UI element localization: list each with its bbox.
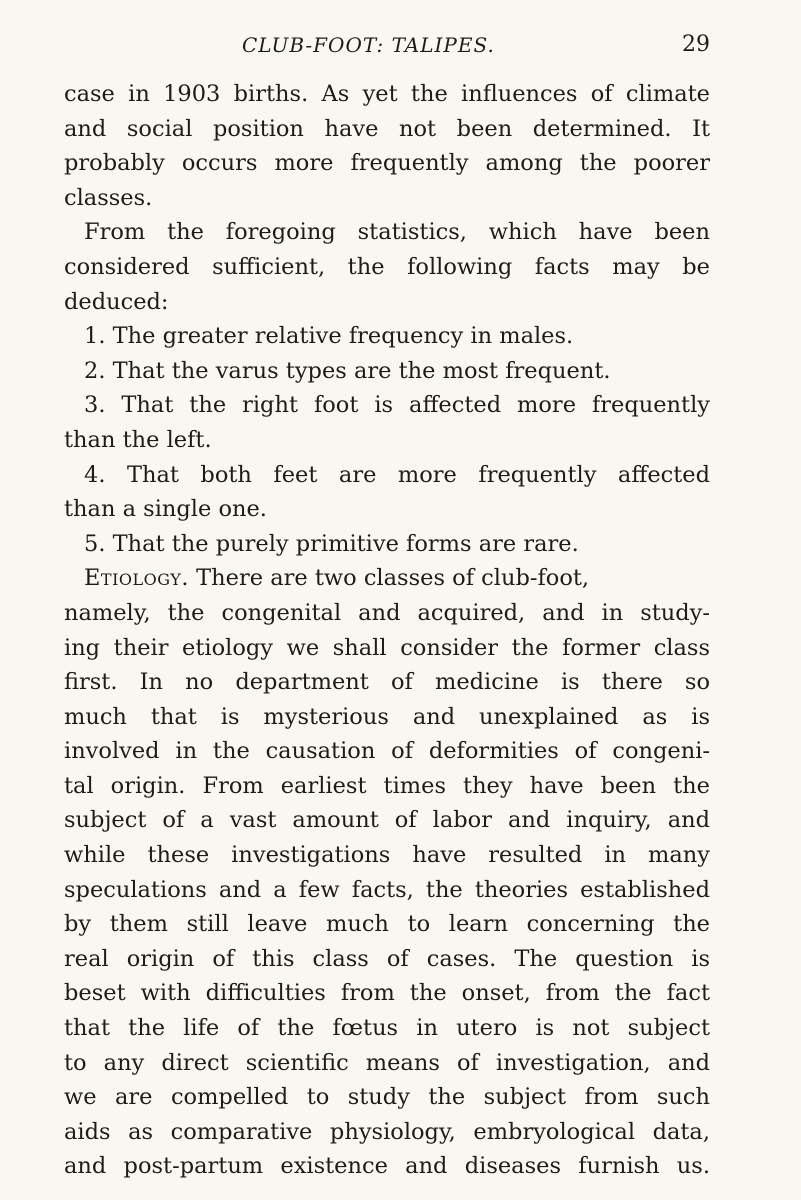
body-text	[64, 77, 710, 1184]
text-line: real origin of this class of cases. The question is	[64, 945, 710, 972]
section-heading: Etiology.	[84, 565, 189, 592]
page-number: 29	[682, 32, 710, 57]
text-line-rest: There are two classes of club-foot,	[196, 565, 590, 592]
text-line: and social position have not been determined. It	[64, 115, 710, 142]
text-line: involved in the causation of deformities of congeni-	[64, 738, 710, 765]
text-line: From the foregoing statistics, which have been	[84, 219, 710, 246]
text-line: considered sufficient, the following facts may be	[64, 253, 710, 280]
text-line: speculations and a few facts, the theories established	[64, 876, 710, 903]
text-line: aids as comparative physiology, embryological data,	[64, 1118, 710, 1145]
text-line: that the life of the fœtus in utero is not subject	[64, 1015, 710, 1042]
list-item: 2. That the varus types are the most frequent.	[84, 357, 611, 384]
text-line: probably occurs more frequently among the poorer	[64, 150, 710, 177]
text-line	[64, 561, 710, 596]
list-item: 1. The greater relative frequency in males.	[84, 323, 574, 350]
text-line: subject of a vast amount of labor and inquiry, and	[64, 807, 710, 834]
text-line: much that is mysterious and unexplained as is	[64, 703, 710, 730]
text-line: classes.	[64, 184, 153, 211]
text-line: by them still leave much to learn concerning the	[64, 911, 710, 938]
text-line: while these investigations have resulted in many	[64, 842, 710, 869]
text-line: than the left.	[64, 426, 212, 453]
text-line: namely, the congenital and acquired, and in study-	[64, 599, 710, 626]
text-line: to any direct scientific means of investigation, and	[64, 1049, 710, 1076]
text-line: and post-partum existence and diseases furnish us.	[64, 1153, 710, 1180]
text-line: ing their etiology we shall consider the former class	[64, 634, 710, 661]
text-line: case in 1903 births. As yet the influences of climate	[64, 81, 710, 107]
text-line: than a single one.	[64, 496, 267, 523]
text-line: first. In no department of medicine is there so	[64, 669, 710, 696]
text-line: we are compelled to study the subject from such	[64, 1084, 710, 1111]
list-item: 4. That both feet are more frequently affected	[84, 461, 710, 488]
list-item: 5. That the purely primitive forms are rare.	[84, 530, 579, 557]
text-line: tal origin. From earliest times they have been the	[64, 772, 710, 799]
text-line: deduced:	[64, 288, 169, 315]
text-line: beset with difficulties from the onset, from the fact	[64, 980, 710, 1007]
list-item: 3. That the right foot is affected more frequently	[84, 392, 710, 419]
page-header	[64, 30, 710, 70]
running-head: CLUB-FOOT: TALIPES.	[242, 33, 495, 57]
